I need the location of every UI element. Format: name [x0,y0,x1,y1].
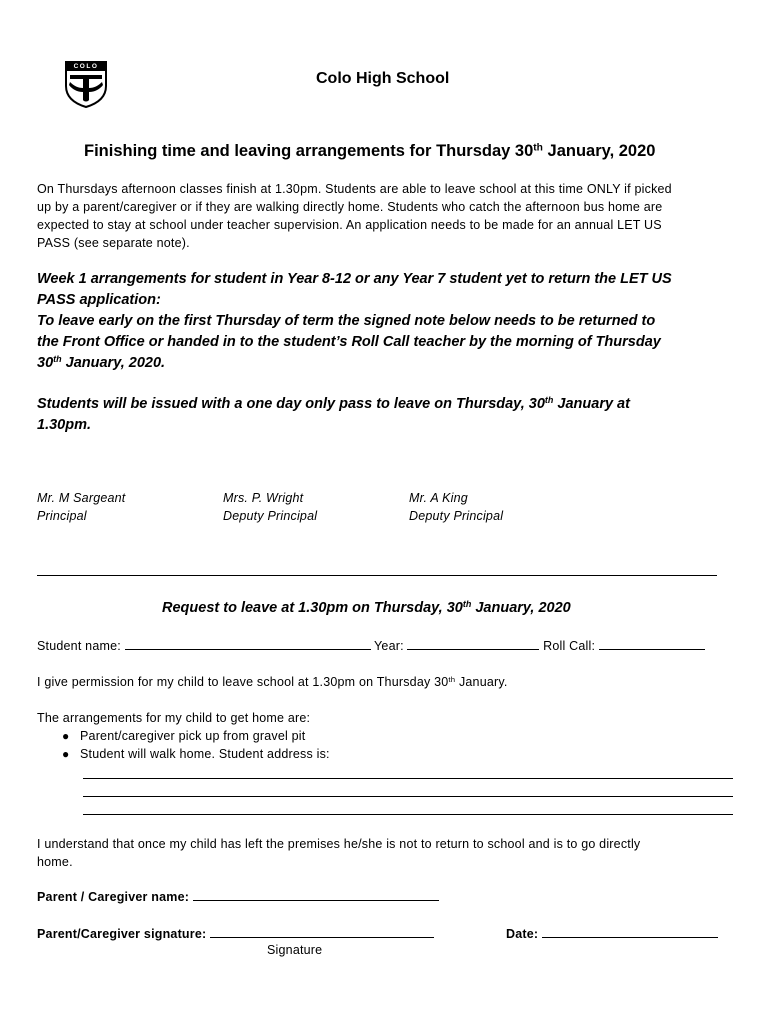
parent-name-field[interactable] [193,887,439,901]
signatory-deputy-1 [223,489,317,525]
request-title-tail: January, 2020 [471,600,571,616]
pass-tail: January at [553,396,630,412]
arrangements-label: The arrangements for my child to get home are: [37,711,311,725]
apple-bullet-icon: ● [62,747,70,761]
apple-bullet-icon: ● [62,729,70,743]
school-name: Colo High School [316,70,450,87]
address-line-2[interactable] [83,796,733,797]
roll-call-field[interactable] [599,636,705,650]
signatory-deputy-2 [409,489,503,525]
logo-text: COLO [73,63,99,70]
intro-line: PASS (see separate note). [37,236,190,250]
week1-line [37,353,672,374]
date-field[interactable] [542,924,718,938]
week1-date-sup: th [53,354,62,365]
request-title [162,598,571,619]
pass-text: Students will be issued with a one day only pass to leave on Thursday, 30 [37,396,545,412]
one-day-pass-note [37,394,630,436]
permission-sup: th [448,674,456,684]
arrangement-option-walk[interactable] [62,745,330,763]
title-tail: January, 2020 [542,142,656,160]
parent-name-label: Parent / Caregiver name: [37,890,190,904]
signatory-name: Mrs. P. Wright [223,491,304,505]
intro-paragraph [37,180,672,252]
understanding-line: home. [37,855,73,869]
understanding-statement [37,835,640,871]
student-details-row [37,636,705,655]
permission-statement [37,673,508,691]
school-logo [64,60,108,108]
signature-caption: Signature [267,943,323,957]
intro-line: On Thursdays afternoon classes finish at 1.30pm. Students are able to leave school at this time ONLY if picked [37,182,672,196]
roll-call-label: Roll Call: [543,639,596,653]
understanding-line: I understand that once my child has left the premises he/she is not to return to school and is to go directly [37,837,641,851]
year-field[interactable] [407,636,539,650]
page-title [84,139,655,163]
pass-line2: 1.30pm. [37,417,91,433]
week1-date: 30 [37,355,54,371]
week1-line: Week 1 arrangements for student in Year 8-12 or any Year 7 student yet to return the LET US [37,271,672,287]
student-name-field[interactable] [125,636,371,650]
permission-tail: January. [455,675,508,689]
option-label: Student will walk home. Student address is: [80,747,330,761]
parent-signature-row [37,924,434,943]
parent-signature-label: Parent/Caregiver signature: [37,927,207,941]
parent-name-row [37,887,439,906]
pass-sup: th [544,395,554,406]
permission-text: I give permission for my child to leave school at 1.30pm on Thursday 30 [37,675,449,689]
student-name-label: Student name: [37,639,121,653]
request-title-text: Request to leave at 1.30pm on Thursday, 30 [162,600,463,616]
date-row [506,924,718,943]
signatory-role: Deputy Principal [223,509,318,523]
signatory-role: Deputy Principal [409,509,504,523]
intro-line: up by a parent/caregiver or if they are walking directly home. Students who catch the afternoon bus home are [37,200,663,214]
week1-arrangements [37,269,672,374]
week1-line: PASS application: [37,292,161,308]
signatory-role: Principal [37,509,87,523]
arrangement-option-pickup[interactable] [62,727,305,745]
intro-line: expected to stay at school under teacher supervision. An application needs to be made for an annual LET US [37,218,662,232]
date-label: Date: [506,927,539,941]
title-main: Finishing time and leaving arrangements for Thursday 30 [84,142,534,160]
year-label: Year: [374,639,404,653]
tear-off-divider [37,575,717,576]
week1-date-tail: January, 2020. [61,355,166,371]
request-title-sup: th [462,599,472,610]
week1-line: To leave early on the first Thursday of term the signed note below needs to be returned to [37,313,656,329]
title-sup: th [533,142,543,154]
signatory-name: Mr. M Sargeant [37,491,126,505]
parent-signature-field[interactable] [210,924,434,938]
option-label: Parent/caregiver pick up from gravel pit [80,729,306,743]
signatory-name: Mr. A King [409,491,468,505]
signatory-principal [37,489,125,525]
address-line-3[interactable] [83,814,733,815]
week1-line: the Front Office or handed in to the student’s Roll Call teacher by the morning of Thursday [37,334,661,350]
address-line-1[interactable] [83,778,733,779]
